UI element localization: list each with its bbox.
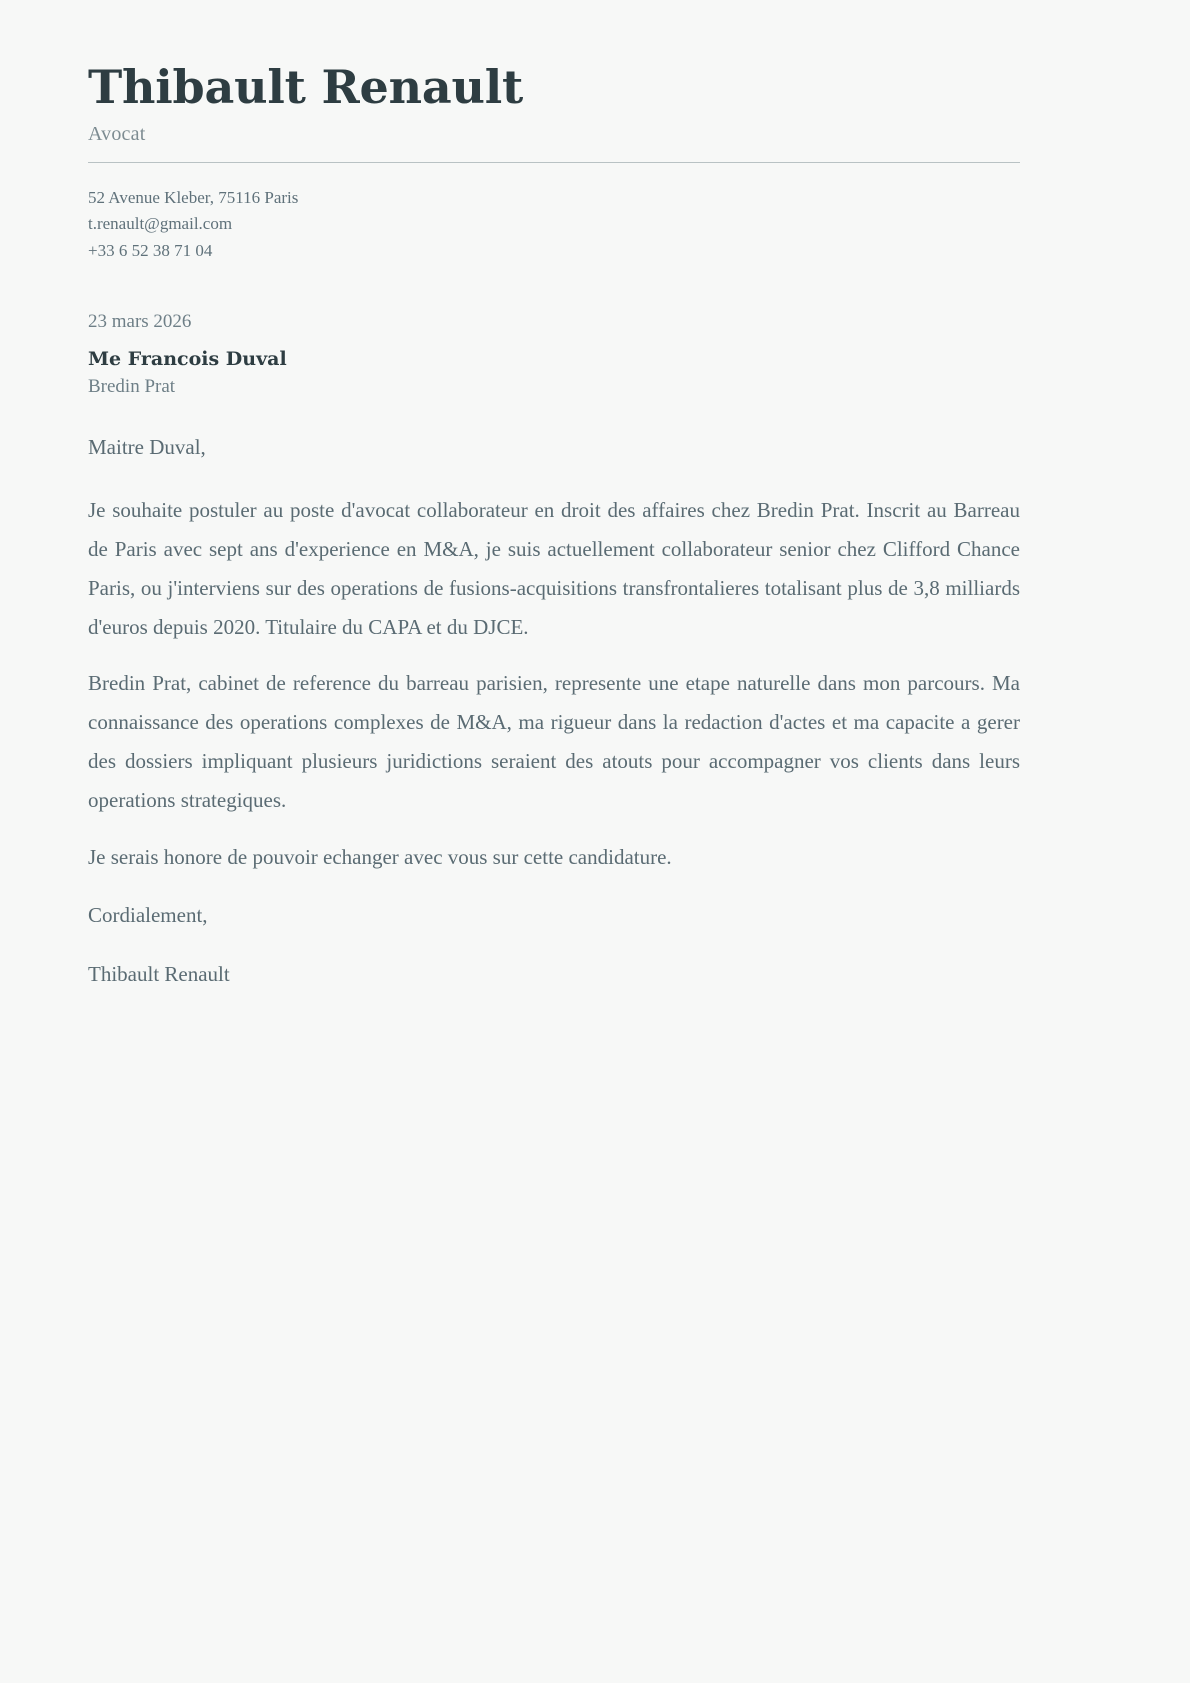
header-divider	[88, 162, 1020, 163]
page-title: Thibault Renault	[88, 60, 524, 114]
signature-name: Thibault Renault	[88, 962, 230, 987]
closing-line: Cordialement,	[88, 902, 208, 927]
letter-date: 23 mars 2026	[88, 310, 192, 332]
job-role-subtitle: Avocat	[88, 122, 146, 145]
body-paragraph-1: Je souhaite postuler au poste d'avocat collaborateur en droit des affaires chez Bredin Prat. Inscrit au Barreau de Paris avec sept ans d'experience en M&A, je suis actuellement collaborateur senior chez Clifford Chance Paris, ou j'interviens sur des operations de fusions-acquisitions transfrontalieres totalisant plus de 3,8 milliards d'euros depuis 2020. Titulaire du CAPA et du DJCE.	[88, 498, 1020, 640]
body-paragraph-2: Bredin Prat, cabinet de reference du barreau parisien, represente une etape naturelle dans mon parcours. Ma connaissance des operations complexes de M&A, ma rigueur dans la redaction d'actes et ma capacite a gerer des dossiers impliquant plusieurs juridictions seraient des atouts pour accompagner vos clients dans leurs operations strategiques.	[88, 671, 1020, 813]
recipient-company: Bredin Prat	[88, 375, 176, 397]
contact-phone: +33 6 52 38 71 04	[88, 240, 213, 260]
contact-address: 52 Avenue Kleber, 75116 Paris	[88, 187, 299, 207]
recipient-name: Me Francois Duval	[88, 347, 287, 370]
salutation: Maitre Duval,	[88, 434, 206, 459]
contact-block	[88, 185, 1022, 265]
contact-email: t.renault@gmail.com	[88, 214, 233, 234]
body-paragraph-3: Je serais honore de pouvoir echanger avec vous sur cette candidature.	[88, 844, 672, 869]
